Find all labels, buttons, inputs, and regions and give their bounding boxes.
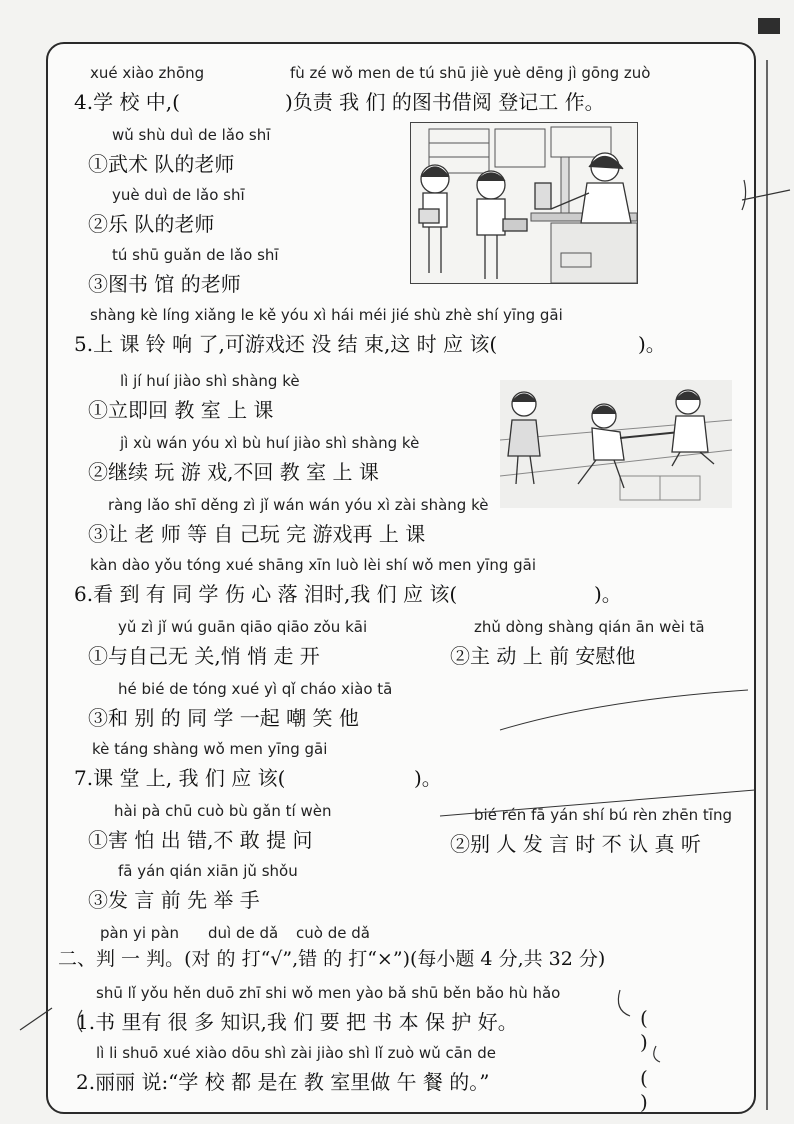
q7-text-b: )。 bbox=[414, 766, 442, 790]
q5-opt1-pinyin: lì jí huí jiào shì shàng kè bbox=[120, 372, 300, 390]
q7-opt1[interactable]: ①害 怕 出 错,不 敢 提 问 bbox=[88, 828, 313, 852]
q6-opt3-pinyin: hé bié de tóng xué yì qǐ cháo xiào tā bbox=[118, 680, 393, 698]
s2-pinyin-b: duì de dǎ bbox=[208, 924, 279, 942]
q7-text-a: 7.课 堂 上, 我 们 应 该( bbox=[74, 766, 286, 790]
q4-text-a: 4.学 校 中,( bbox=[74, 90, 180, 114]
q4-text-b: )负责 我 们 的图书借阅 登记工 作。 bbox=[285, 90, 605, 114]
q4-pinyin-a: xué xiào zhōng bbox=[90, 64, 205, 82]
s2-item1: 1.书 里有 很 多 知识,我 们 要 把 书 本 保 护 好。 bbox=[76, 1010, 518, 1034]
q5-opt1[interactable]: ①立即回 教 室 上 课 bbox=[88, 398, 274, 422]
q4-opt3-pinyin: tú shū guǎn de lǎo shī bbox=[112, 246, 279, 264]
q5-opt2[interactable]: ②继续 玩 游 戏,不回 教 室 上 课 bbox=[88, 460, 379, 484]
s2-item2: 2.丽丽 说:“学 校 都 是在 教 室里做 午 餐 的。” bbox=[76, 1070, 490, 1094]
q6-opt2-pinyin: zhǔ dòng shàng qián ān wèi tā bbox=[474, 618, 705, 636]
q6-pinyin: kàn dào yǒu tóng xué shāng xīn luò lèi shí wǒ men yīng gāi bbox=[90, 556, 537, 574]
q7-opt1-pinyin: hài pà chū cuò bù gǎn tí wèn bbox=[114, 802, 332, 820]
s2-heading: 二、判 一 判。(对 的 打“√”,错 的 打“×”)(每小题 4 分,共 32 分) bbox=[58, 948, 606, 970]
q5-text-a: 5.上 课 铃 响 了,可游戏还 没 结 束,这 时 应 该( bbox=[74, 332, 498, 356]
q4-opt1[interactable]: ①武术 队的老师 bbox=[88, 152, 235, 176]
s2-item1-answer-box[interactable]: ( ) bbox=[640, 1006, 648, 1054]
q4-opt1-pinyin: wǔ shù duì de lǎo shī bbox=[112, 126, 271, 144]
q6-opt2[interactable]: ②主 动 上 前 安慰他 bbox=[450, 644, 636, 668]
s2-pinyin-c: cuò de dǎ bbox=[296, 924, 370, 942]
s2-pinyin-a: pàn yi pàn bbox=[100, 924, 180, 942]
q4-opt2[interactable]: ②乐 队的老师 bbox=[88, 212, 215, 236]
q5-opt2-pinyin: jì xù wán yóu xì bù huí jiào shì shàng kè bbox=[120, 434, 420, 452]
q6-opt3[interactable]: ③和 别 的 同 学 一起 嘲 笑 他 bbox=[88, 706, 359, 730]
q5-opt3[interactable]: ③让 老 师 等 自 己玩 完 游戏再 上 课 bbox=[88, 522, 426, 546]
q7-pinyin: kè táng shàng wǒ men yīng gāi bbox=[92, 740, 328, 758]
q6-opt1[interactable]: ①与自己无 关,悄 悄 走 开 bbox=[88, 644, 320, 668]
q7-opt3[interactable]: ③发 言 前 先 举 手 bbox=[88, 888, 260, 912]
q5-text-b: )。 bbox=[638, 332, 666, 356]
q6-text-b: )。 bbox=[594, 582, 622, 606]
q4-pinyin-b: fù zé wǒ men de tú shū jiè yuè dēng jì gōng zuò bbox=[290, 64, 651, 82]
s2-item1-pinyin: shū lǐ yǒu hěn duō zhī shi wǒ men yào bǎ shū běn bǎo hù hǎo bbox=[96, 984, 561, 1002]
q4-opt3[interactable]: ③图书 馆 的老师 bbox=[88, 272, 241, 296]
q7-opt2-pinyin: bié rén fā yán shí bú rèn zhēn tīng bbox=[474, 806, 732, 824]
q7-opt3-pinyin: fā yán qián xiān jǔ shǒu bbox=[118, 862, 298, 880]
s2-item2-answer-box[interactable]: ( ) bbox=[640, 1066, 648, 1114]
q6-text-a: 6.看 到 有 同 学 伤 心 落 泪时,我 们 应 该( bbox=[74, 582, 458, 606]
q6-opt1-pinyin: yǔ zì jǐ wú guān qiāo qiāo zǒu kāi bbox=[118, 618, 368, 636]
q5-opt3-pinyin: ràng lǎo shī děng zì jǐ wán wán yóu xì zài shàng kè bbox=[108, 496, 489, 514]
s2-item2-pinyin: lì li shuō xué xiào dōu shì zài jiào shì lǐ zuò wǔ cān de bbox=[96, 1044, 496, 1062]
q5-pinyin: shàng kè líng xiǎng le kě yóu xì hái méi jié shù zhè shí yīng gāi bbox=[90, 306, 563, 324]
q4-opt2-pinyin: yuè duì de lǎo shī bbox=[112, 186, 245, 204]
q7-opt2[interactable]: ②别 人 发 言 时 不 认 真 听 bbox=[450, 832, 701, 856]
